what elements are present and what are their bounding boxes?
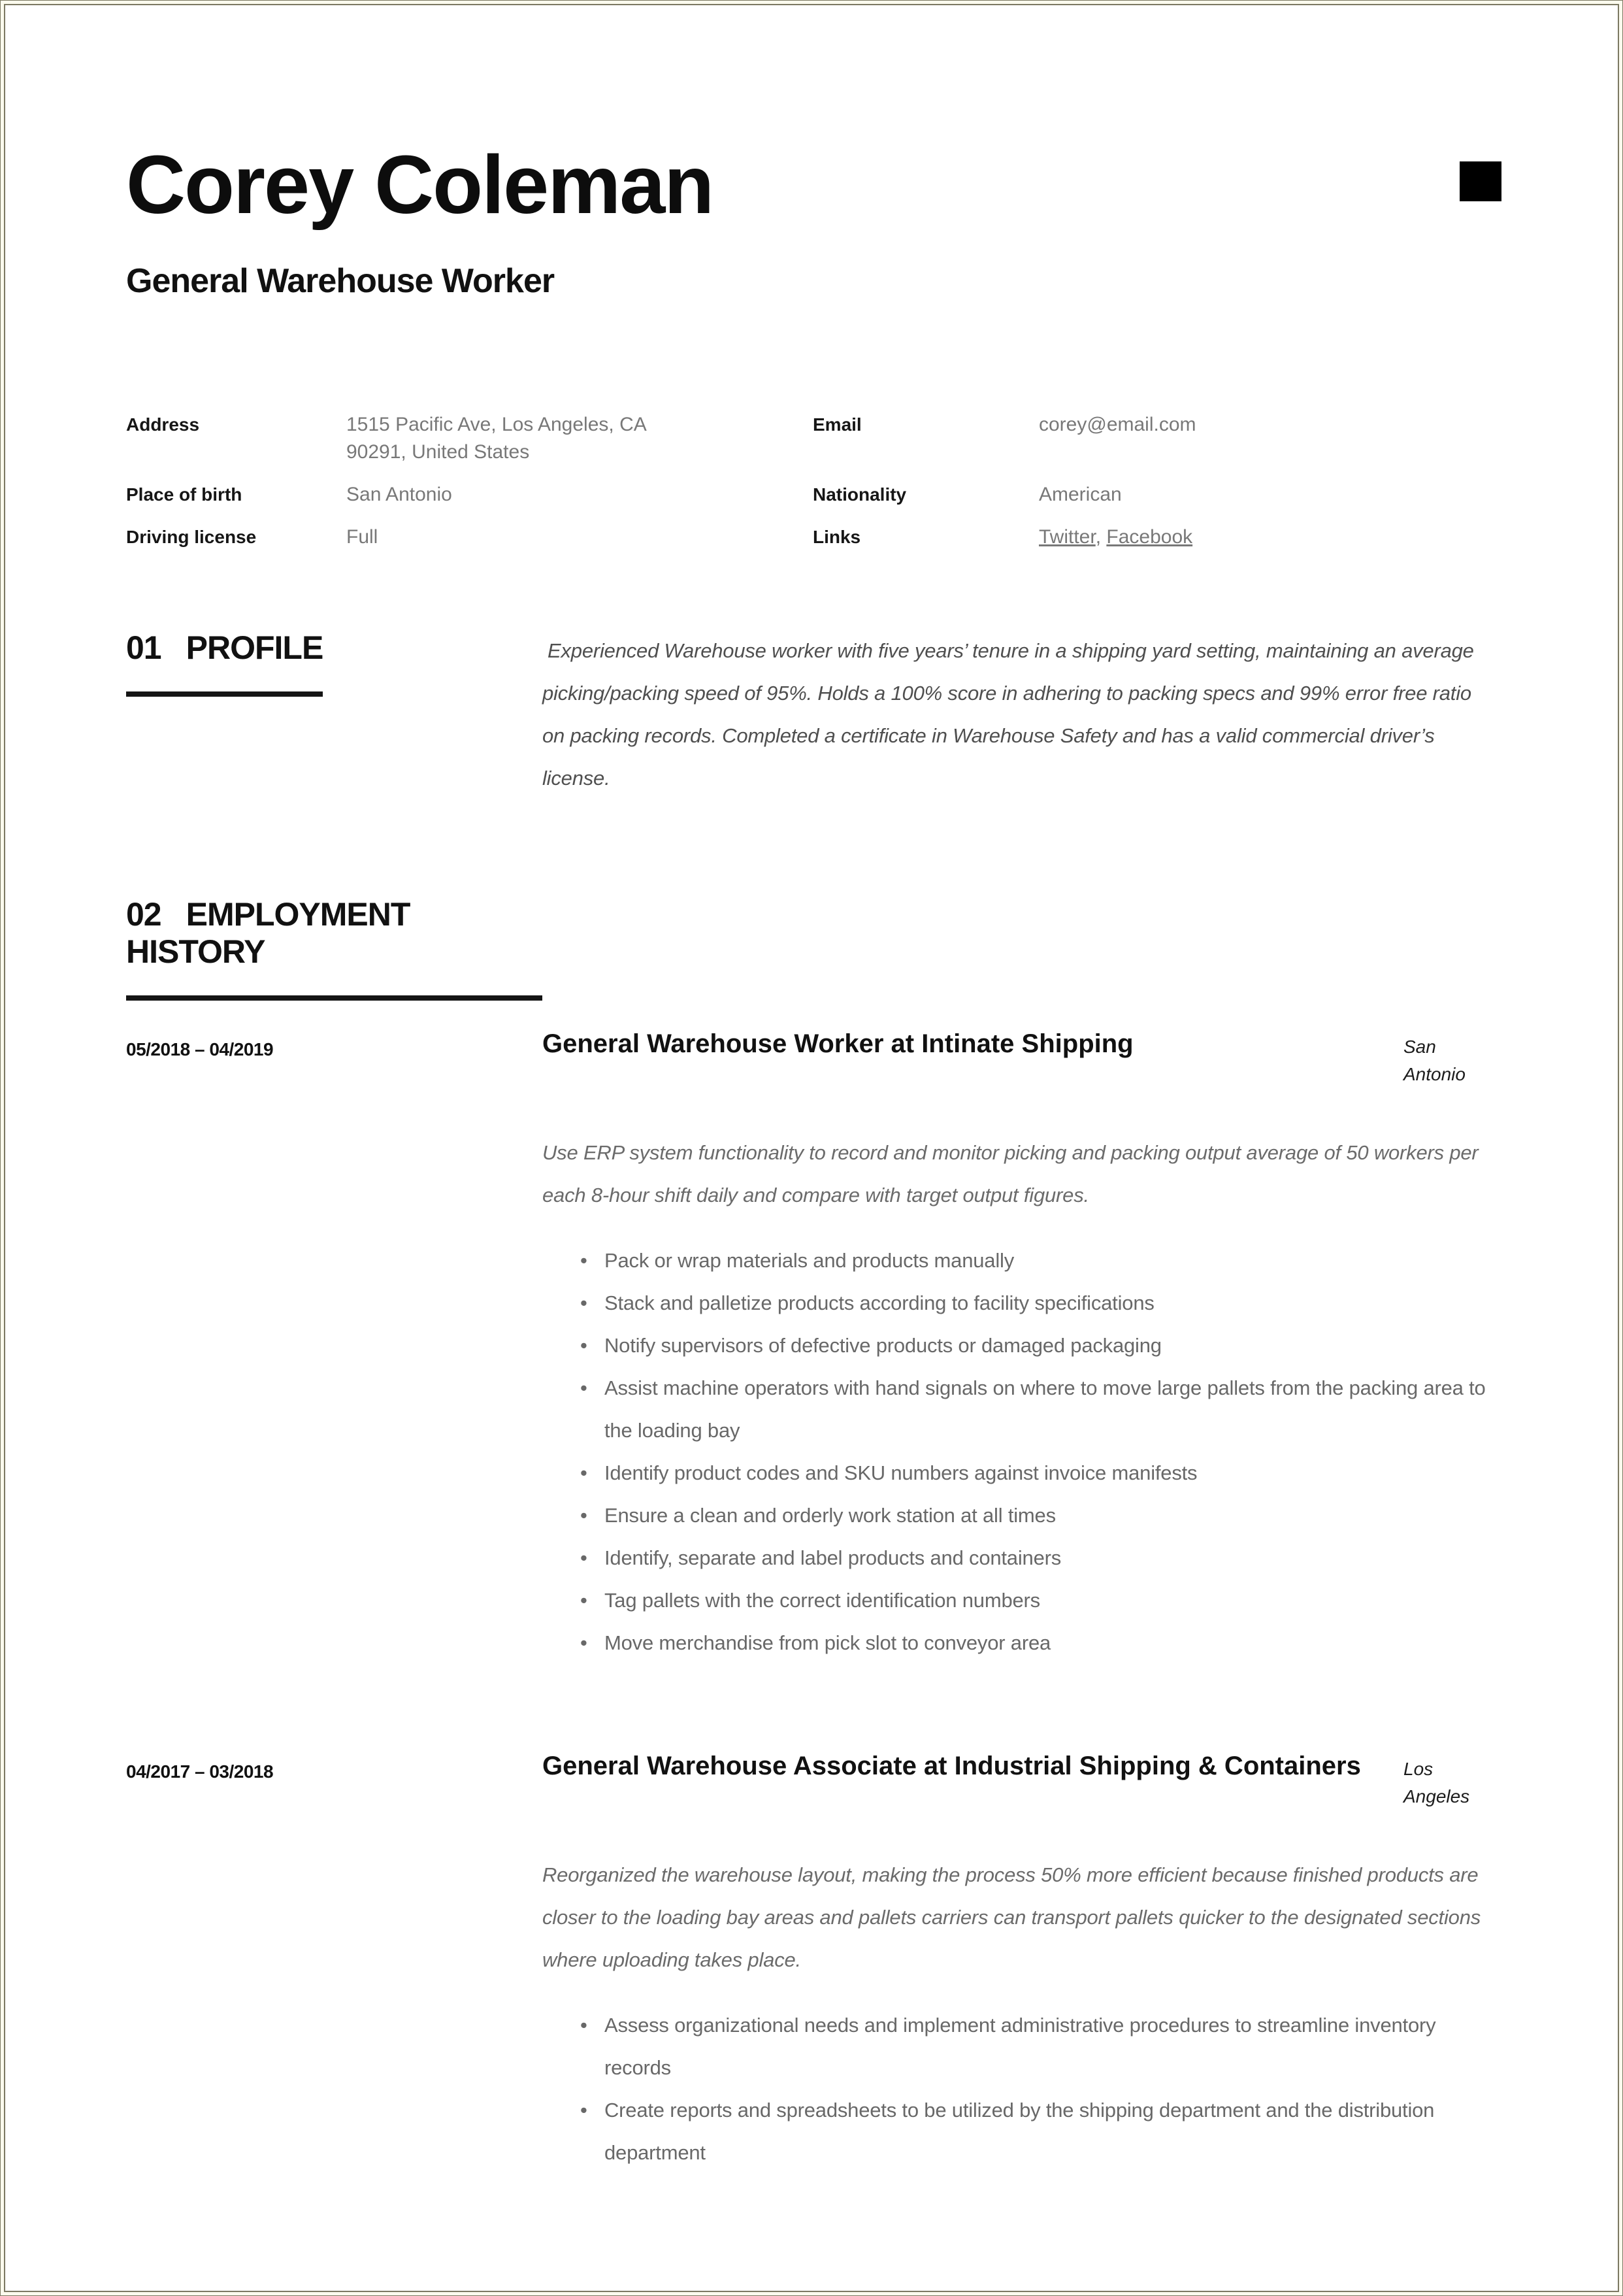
nationality-value: American [1039, 484, 1122, 505]
list-item: • Stack and palletize products according to facility specifications [542, 1282, 1496, 1324]
address-line-1: 1515 Pacific Ave, Los Angeles, CA [346, 414, 647, 435]
employment-history-section [126, 896, 1496, 2174]
profile-section [126, 629, 1496, 799]
employment-section-heading [126, 896, 542, 1001]
job-1-body [542, 1027, 1496, 1664]
driving-license-label: Driving license [126, 527, 257, 547]
twitter-link[interactable]: Twitter [1039, 526, 1096, 548]
profile-section-title: PROFILE [186, 629, 323, 666]
header [126, 139, 1496, 301]
list-item: • Notify supervisors of defective products or damaged packaging [542, 1324, 1496, 1367]
list-item: • Assess organizational needs and implement administrative procedures to streamline inventory records [542, 2004, 1496, 2089]
job-1-title: General Warehouse Worker at Intinate Shipping [542, 1029, 1134, 1058]
list-item: • Ensure a clean and orderly work station at all times [542, 1494, 1496, 1537]
email-label: Email [813, 414, 862, 435]
profile-section-number: 01 [126, 629, 161, 666]
job-1-description: Use ERP system functionality to record and monitor picking and packing output average of 50 workers per each 8-hour shift daily and compare with target output figures. [542, 1141, 1479, 1206]
list-item: • Assist machine operators with hand signals on where to move large pallets from the packing area to the loading bay [542, 1367, 1496, 1452]
links-value [1039, 524, 1496, 551]
list-item: • Tag pallets with the correct identification numbers [542, 1579, 1496, 1622]
job-1-header [542, 1027, 1496, 1088]
list-item: • Pack or wrap materials and products manually [542, 1239, 1496, 1282]
person-job-title: General Warehouse Worker [126, 262, 555, 300]
driving-license-value: Full [346, 526, 378, 548]
job-2-header [542, 1749, 1496, 1810]
address-label: Address [126, 414, 200, 435]
place-of-birth-label: Place of birth [126, 484, 242, 505]
employment-section-number: 02 [126, 896, 161, 933]
email-value: corey@email.com [1039, 414, 1196, 435]
job-2-description: Reorganized the warehouse layout, making the process 50% more efficient because finished products are closer to the loading bay areas and pallets carriers can transport pallets quicker to the designated sections where uploading takes place. [542, 1863, 1481, 1971]
profile-heading-cell [126, 629, 542, 697]
job-1-location: San Antonio [1403, 1037, 1466, 1084]
employment-section-title: EMPLOYMENT HISTORY [126, 896, 410, 970]
place-of-birth-value: San Antonio [346, 484, 452, 505]
employment-heading-cell [126, 896, 542, 1001]
job-2-bullet-list [542, 2004, 1496, 2174]
job-2-location: Los Angeles [1403, 1759, 1470, 1806]
links-label: Links [813, 527, 861, 547]
job-2-body [542, 1749, 1496, 2174]
person-name: Corey Coleman [126, 139, 713, 231]
employment-entry-1 [126, 1027, 1496, 1664]
facebook-link[interactable]: Facebook [1106, 526, 1193, 548]
job-1-bullet-list [542, 1239, 1496, 1664]
list-item: • Create reports and spreadsheets to be utilized by the shipping department and the distribution department [542, 2089, 1496, 2174]
address-value [346, 411, 813, 466]
links-separator: , [1095, 526, 1107, 548]
list-item: • Identify product codes and SKU numbers against invoice manifests [542, 1452, 1496, 1494]
profile-section-heading [126, 629, 323, 697]
employment-entry-2 [126, 1749, 1496, 2174]
job-1-dates: 05/2018 – 04/2019 [126, 1039, 274, 1059]
nationality-label: Nationality [813, 484, 907, 505]
profile-summary-text: Experienced Warehouse worker with five years’ tenure in a shipping yard setting, maintaining an average picking/packing speed of 95%. Holds a 100% score in adhering to packing specs and 99% error free ratio on packing records. Completed a certificate in Warehouse Safety and has a valid commercial driver’s license. [542, 639, 1474, 790]
list-item: • Identify, separate and label products and containers [542, 1537, 1496, 1579]
job-2-dates: 04/2017 – 03/2018 [126, 1761, 274, 1782]
contact-details [126, 411, 1496, 551]
black-square-decoration [1460, 161, 1501, 201]
job-2-title: General Warehouse Associate at Industrial Shipping & Containers [542, 1752, 1361, 1780]
list-item: • Move merchandise from pick slot to conveyor area [542, 1622, 1496, 1664]
address-line-2: 90291, United States [346, 441, 530, 463]
